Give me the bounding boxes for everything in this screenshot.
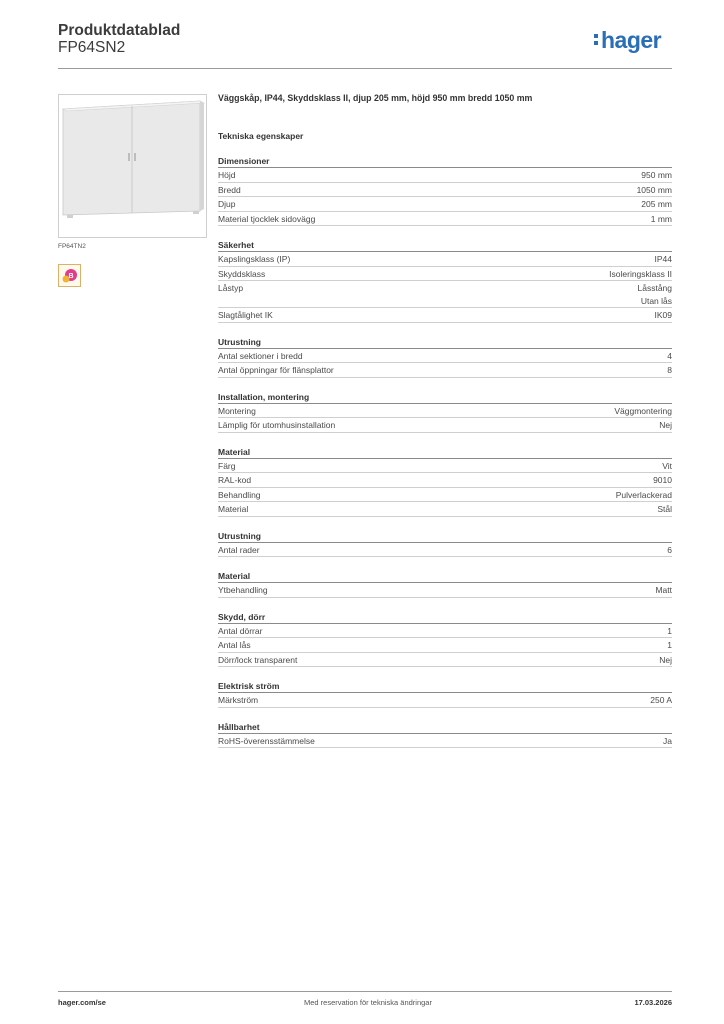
spec-values bbox=[637, 184, 672, 197]
spec-label: RoHS-överensstämmelse bbox=[218, 735, 315, 746]
spec-section bbox=[218, 239, 672, 323]
spec-values bbox=[653, 474, 672, 487]
spec-row bbox=[218, 734, 672, 749]
section-title: Material bbox=[218, 446, 672, 459]
spec-label: Märkström bbox=[218, 695, 259, 705]
spec-row bbox=[218, 349, 672, 364]
spec-label: Material bbox=[218, 504, 249, 514]
spec-row bbox=[218, 473, 672, 488]
spec-row bbox=[218, 281, 672, 308]
spec-value: Låsstång bbox=[637, 283, 672, 293]
spec-row bbox=[218, 197, 672, 212]
page-title: Produktdatablad bbox=[58, 22, 181, 39]
spec-row bbox=[218, 638, 672, 653]
spec-value: 8 bbox=[667, 365, 672, 375]
spec-label: Höjd bbox=[218, 170, 236, 180]
spec-row bbox=[218, 653, 672, 668]
spec-value: Nej bbox=[659, 654, 672, 665]
spec-value: Väggmontering bbox=[614, 405, 672, 416]
footer-divider bbox=[58, 991, 672, 992]
spec-values bbox=[667, 544, 672, 557]
spec-row bbox=[218, 459, 672, 474]
badge-graphic bbox=[59, 265, 80, 286]
section-title: Säkerhet bbox=[218, 239, 672, 252]
spec-values bbox=[609, 268, 672, 281]
spec-row bbox=[218, 583, 672, 598]
spec-values bbox=[651, 213, 672, 226]
spec-section bbox=[218, 446, 672, 517]
spec-section bbox=[218, 391, 672, 433]
spec-label: Montering bbox=[218, 405, 256, 416]
spec-label: Antal dörrar bbox=[218, 625, 263, 636]
product-code: FP64SN2 bbox=[58, 39, 126, 56]
spec-row bbox=[218, 418, 672, 433]
product-specs bbox=[218, 91, 672, 761]
spec-values bbox=[655, 253, 673, 266]
spec-values bbox=[616, 489, 672, 502]
spec-values bbox=[667, 625, 672, 638]
section-title: Installation, montering bbox=[218, 391, 672, 404]
section-title: Material bbox=[218, 570, 672, 583]
spec-row bbox=[218, 168, 672, 183]
spec-label: Slagtålighet IK bbox=[218, 310, 273, 320]
logo-dots-icon bbox=[594, 32, 599, 46]
spec-row bbox=[218, 404, 672, 419]
spec-values bbox=[659, 654, 672, 667]
spec-value: 1 bbox=[667, 625, 672, 636]
spec-row bbox=[218, 543, 672, 558]
spec-value: 950 mm bbox=[641, 170, 672, 180]
spec-section bbox=[218, 570, 672, 598]
spec-label: Ytbehandling bbox=[218, 585, 268, 595]
footer-website: hager.com/se bbox=[58, 998, 106, 1007]
product-description: Väggskåp, IP44, Skyddsklass II, djup 205 mm, höjd 950 mm bredd 1050 mm bbox=[218, 93, 533, 103]
spec-section bbox=[218, 611, 672, 668]
spec-value: Stål bbox=[657, 504, 672, 514]
section-title: Utrustning bbox=[218, 336, 672, 349]
spec-label: Kapslingsklass (IP) bbox=[218, 254, 291, 264]
spec-values bbox=[655, 309, 673, 322]
section-title: Elektrisk ström bbox=[218, 680, 672, 693]
logo-text: hager bbox=[601, 27, 662, 53]
spec-values bbox=[655, 584, 672, 597]
spec-row bbox=[218, 183, 672, 198]
spec-label: Material tjocklek sidovägg bbox=[218, 213, 316, 224]
spec-values bbox=[663, 735, 672, 748]
spec-row bbox=[218, 488, 672, 503]
spec-value: 1050 mm bbox=[636, 184, 672, 195]
spec-label: Antal öppningar för flänsplattor bbox=[218, 365, 334, 375]
spec-values bbox=[659, 419, 672, 432]
image-caption: FP64TN2 bbox=[58, 243, 86, 250]
spec-row bbox=[218, 693, 672, 708]
spec-value: Isoleringsklass II bbox=[609, 268, 672, 279]
header-divider bbox=[58, 68, 672, 69]
spec-value: Pulverlackerad bbox=[615, 489, 672, 500]
footer-disclaimer: Med reservation för tekniska ändringar bbox=[304, 998, 432, 1007]
section-title: Dimensioner bbox=[218, 155, 672, 168]
spec-section bbox=[218, 155, 672, 226]
spec-value: 4 bbox=[667, 350, 672, 361]
spec-row bbox=[218, 267, 672, 282]
spec-value: IK09 bbox=[654, 310, 672, 320]
spec-value: 1 bbox=[667, 640, 672, 650]
spec-value: Nej bbox=[659, 420, 672, 430]
spec-value: 250 A bbox=[650, 695, 672, 705]
spec-sections bbox=[218, 155, 672, 748]
spec-section bbox=[218, 530, 672, 558]
product-image bbox=[58, 94, 207, 238]
spec-values bbox=[667, 639, 672, 652]
spec-values bbox=[650, 694, 672, 707]
hager-logo bbox=[594, 28, 661, 52]
spec-value: 6 bbox=[667, 544, 672, 555]
spec-values bbox=[662, 460, 672, 473]
section-title: Utrustning bbox=[218, 530, 672, 543]
spec-row bbox=[218, 308, 672, 323]
spec-row bbox=[218, 212, 672, 227]
spec-label: Djup bbox=[218, 199, 236, 209]
spec-value: Ja bbox=[663, 735, 672, 746]
spec-label: Antal sektioner i bredd bbox=[218, 350, 303, 361]
spec-row bbox=[218, 363, 672, 378]
spec-label: Behandling bbox=[218, 489, 261, 500]
spec-row bbox=[218, 502, 672, 517]
spec-label: RAL-kod bbox=[218, 475, 252, 485]
spec-value: Matt bbox=[655, 585, 672, 595]
svg-text:B: B bbox=[68, 273, 74, 280]
technical-properties-heading: Tekniska egenskaper bbox=[218, 131, 304, 141]
spec-label: Lämplig för utomhusinstallation bbox=[218, 420, 336, 430]
spec-label: Dörr/lock transparent bbox=[218, 654, 298, 665]
spec-value: Utan lås bbox=[640, 295, 672, 306]
spec-label: Bredd bbox=[218, 184, 241, 195]
spec-value: 1 mm bbox=[650, 213, 672, 224]
spec-label: Låstyp bbox=[218, 283, 244, 293]
section-title: Skydd, dörr bbox=[218, 611, 672, 624]
cabinet-illustration bbox=[59, 95, 206, 237]
spec-section bbox=[218, 336, 672, 378]
spec-section bbox=[218, 721, 672, 749]
spec-values bbox=[657, 503, 672, 516]
footer-date: 17.03.2026 bbox=[634, 998, 672, 1007]
spec-values bbox=[614, 405, 672, 418]
spec-value: 205 mm bbox=[641, 199, 672, 209]
spec-label: Antal lås bbox=[218, 640, 251, 650]
spec-values bbox=[667, 350, 672, 363]
section-title: Hållbarhet bbox=[218, 721, 672, 734]
spec-row bbox=[218, 624, 672, 639]
spec-values bbox=[638, 282, 673, 307]
spec-label: Färg bbox=[218, 460, 236, 471]
spec-section bbox=[218, 680, 672, 708]
epd-label-icon bbox=[58, 264, 81, 287]
spec-values bbox=[641, 198, 672, 211]
spec-label: Antal rader bbox=[218, 544, 260, 555]
spec-label: Skyddsklass bbox=[218, 268, 266, 279]
spec-value: Vit bbox=[662, 460, 672, 471]
spec-value: 9010 bbox=[653, 475, 672, 485]
spec-value: IP44 bbox=[654, 254, 672, 264]
spec-values bbox=[641, 169, 672, 182]
spec-row bbox=[218, 252, 672, 267]
spec-values bbox=[667, 364, 672, 377]
